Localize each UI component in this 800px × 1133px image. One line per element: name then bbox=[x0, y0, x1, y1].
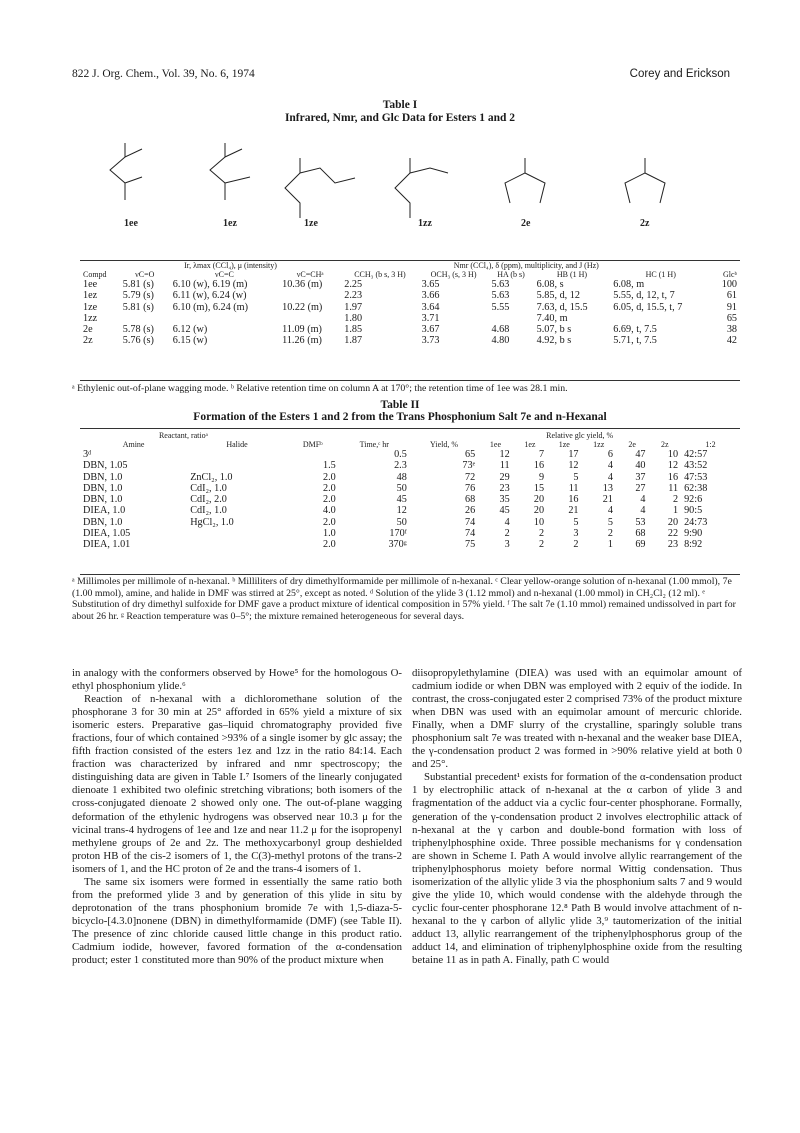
table-row bbox=[80, 505, 740, 516]
table-cell: 20 bbox=[533, 505, 545, 517]
table-cell: DBN, 1.0 bbox=[83, 471, 123, 483]
table-cell: 90:5 bbox=[684, 505, 703, 517]
table-cell: 5.55 bbox=[491, 301, 510, 313]
table-cell: DBN, 1.0 bbox=[83, 516, 123, 528]
ir-group-header: Ir, λmax (CCl₄), μ (intensity) bbox=[184, 261, 277, 270]
nmr-group-header: Nmr (CCl₄), δ (ppm), multiplicity, and J (Hz) bbox=[453, 261, 599, 270]
table-cell: 11.09 (m) bbox=[282, 324, 322, 336]
table-cell bbox=[170, 313, 279, 324]
table-cell: 6.05, d, 15.5, t, 7 bbox=[613, 301, 683, 313]
table-cell: 73ᵉ bbox=[462, 460, 476, 472]
table-cell: 4 bbox=[504, 516, 510, 528]
table-cell: 11 bbox=[499, 460, 510, 472]
table-cell bbox=[187, 460, 287, 471]
table-cell: 9 bbox=[538, 471, 545, 483]
reactant-group-header: Reactant, ratioᵃ bbox=[158, 431, 208, 440]
table-cell: ZnCl₂, 1.0 bbox=[190, 471, 233, 483]
table-cell: 4.0 bbox=[323, 505, 336, 517]
table-cell: 76 bbox=[465, 482, 476, 494]
caption-1ez: 1ez bbox=[223, 218, 237, 229]
table-cell: 65 bbox=[726, 312, 737, 324]
table-cell: 26 bbox=[465, 505, 476, 517]
col-cch3: CCH₃ (b s, 3 H) bbox=[354, 270, 406, 279]
table-cell: 11.26 (m) bbox=[282, 335, 322, 347]
table-row bbox=[80, 483, 740, 494]
table-cell bbox=[279, 290, 341, 301]
table2-subtitle: Formation of the Esters 1 and 2 from the Trans Phosphonium Salt 7e and n-Hexanal bbox=[193, 411, 607, 423]
table-cell: 4 bbox=[640, 494, 646, 506]
caption-1ee: 1ee bbox=[124, 218, 138, 229]
table-row bbox=[80, 313, 740, 324]
caption-2z: 2z bbox=[640, 218, 650, 229]
table-cell: 2.0 bbox=[323, 494, 336, 506]
table-cell: 3ᵈ bbox=[83, 449, 92, 460]
table-cell: 23 bbox=[667, 539, 679, 551]
table-cell: 92:6 bbox=[684, 494, 703, 506]
structure-diagrams bbox=[80, 125, 740, 250]
table-cell bbox=[287, 449, 339, 460]
table-cell: 0.5 bbox=[394, 449, 407, 460]
table-cell: 12 bbox=[396, 505, 407, 517]
table-row bbox=[80, 460, 740, 471]
table-cell: 5.85, d, 12 bbox=[536, 290, 580, 302]
table-cell: HgCl₂, 1.0 bbox=[190, 516, 234, 528]
table-cell: 5.71, t, 7.5 bbox=[613, 335, 657, 347]
table-cell: DIEA, 1.05 bbox=[83, 528, 131, 540]
table-cell: 37 bbox=[635, 471, 646, 483]
table-cell: 29 bbox=[499, 471, 510, 483]
table-cell bbox=[187, 539, 287, 550]
table-cell bbox=[488, 313, 533, 324]
table-cell: 50 bbox=[396, 516, 407, 528]
table-cell: 1.85 bbox=[344, 324, 363, 336]
table-cell: 4 bbox=[607, 505, 613, 517]
paragraph: Substantial precedent¹ exists for formation of the α-condensation product 1 by electrophilic attack of n-hexanal at the α carbon of ylide 3 and fragmentation of the adduct via a cyclic four-center phosphorane. Formally, generation of the γ-condensation product 2 involves electrophilic attack of n-hexanal at the γ carbon and double-bond formation with loss of triphenylphosphine oxide. Three possible mechanisms for γ condensation are shown in Scheme I. Path A would involve allylic rearrangement of the triphenylphosphorus moiety before normal Wittig condensation. Thus isomerization of the allylic ylide 3 via the phosphonium salts 7 and 9 would give the ylide 10, which would condense with the aldehyde through the cyclic four-center phosphorane 12.⁸ Path B would involve attachment of n-hexanal to the γ carbon of allylic ylide 3,⁹ tautomerization of the initial adduct 13, allylic rearrangement of the triphenylphosphorus group of the adduct 14, and elimination of triphenylphosphine oxide from the resulting betaine 11 as in path A. Finally, path C would bbox=[412, 771, 742, 967]
table-cell: 6.08, m bbox=[613, 279, 645, 290]
structure-1ez bbox=[210, 143, 250, 200]
table-cell bbox=[610, 313, 711, 324]
table-cell: 4.68 bbox=[491, 324, 510, 336]
table-cell: 4 bbox=[607, 471, 613, 483]
table-cell: 72 bbox=[465, 471, 476, 483]
table-cell: 5.78 (s) bbox=[122, 324, 154, 336]
table-cell: 3.71 bbox=[421, 312, 440, 324]
paragraph: diisopropylethylamine (DIEA) was used with an equimolar amount of cadmium iodide or when DBN was employed with 2 equiv of the iodide. In contrast, the cross-conjugated ester 2 comprised 73% of the product mixture when DBN was used with an equimolar amount of mercuric chloride. Finally, when a DMF slurry of the crystalline, sparingly soluble trans phosphonium salt 7e was treated with n-hexanal and the weaker base DIEA, the γ-condensation product 2 was formed in >90% relative yield at both 0 and 25°. bbox=[412, 667, 742, 771]
col-glc: Glcᵇ bbox=[722, 270, 737, 279]
table-cell: 6.10 (m), 6.24 (m) bbox=[172, 301, 248, 313]
table-cell: 11 bbox=[668, 482, 679, 494]
table-cell: 6.11 (w), 6.24 (w) bbox=[172, 290, 247, 302]
table-cell: 1.97 bbox=[344, 301, 363, 313]
table1-body bbox=[80, 279, 740, 347]
table-cell: 47 bbox=[635, 449, 646, 460]
table-cell: CdI₂, 1.0 bbox=[190, 505, 227, 517]
table-cell: 22 bbox=[667, 528, 679, 540]
table2-bottom-rule bbox=[80, 574, 740, 575]
table-cell: 12 bbox=[499, 449, 510, 460]
table-cell: 40 bbox=[635, 460, 646, 472]
table-cell: 53 bbox=[635, 516, 646, 528]
table-cell: 5.81 (s) bbox=[122, 279, 154, 290]
table-cell: 69 bbox=[635, 539, 646, 551]
table-cell bbox=[120, 313, 170, 324]
table-cell: 45 bbox=[499, 505, 510, 517]
table-cell: 5.55, d, 12, t, 7 bbox=[613, 290, 675, 302]
col-amine: Amine bbox=[122, 440, 145, 449]
table-cell: 65 bbox=[465, 449, 476, 460]
table-row bbox=[80, 324, 740, 335]
table-cell: 3.73 bbox=[421, 335, 440, 347]
table-cell: 13 bbox=[602, 482, 613, 494]
body-right-column bbox=[412, 667, 742, 967]
table-cell: 1ze bbox=[83, 301, 98, 313]
table-cell: 7 bbox=[538, 449, 545, 460]
table-cell bbox=[187, 449, 287, 460]
table-cell: 3 bbox=[573, 528, 579, 540]
col-vcc: νC=C bbox=[215, 270, 234, 279]
col-vcch: νC=CHᵃ bbox=[296, 270, 324, 279]
col-dmf: DMFᵇ bbox=[302, 440, 323, 449]
table-cell: 6.08, s bbox=[536, 279, 564, 290]
table-cell: 47:53 bbox=[684, 471, 708, 483]
col-ratio: 1:2 bbox=[705, 440, 716, 449]
structure-2e bbox=[505, 158, 545, 203]
table-cell: 370ᵍ bbox=[388, 539, 407, 551]
table-cell: 1.0 bbox=[323, 528, 336, 540]
table-row bbox=[80, 279, 740, 290]
table-cell: 6.69, t, 7.5 bbox=[613, 324, 657, 336]
table-cell: 10.36 (m) bbox=[282, 279, 323, 290]
table-cell: 3.65 bbox=[421, 279, 440, 290]
table-cell: 38 bbox=[726, 324, 737, 336]
col-time: Time,ᶜ hr bbox=[359, 440, 389, 449]
table-cell: 100 bbox=[721, 279, 737, 290]
paragraph: Reaction of n-hexanal with a dichloromethane solution of the phosphorane 3 for 30 min at 25° afforded in 65% yield a mixture of six isomeric esters. Preparative gas–liquid chromatography provided five fractions, four of which contained >93% of a single isomer by glc assay; the fifth fraction consisted of the esters 1ez and 1zz in the ratio 84:14. Each fraction was characterized by infrared and nmr spectroscopy; the distinguishing data are given in Table I.⁷ Isomers of the linearly conjugated dienoate 1 exhibited two olefinic stretching vibrations; both isomers of the cross-conjugated dienoate 2 showed only one. The out-of-plane wagging deformation of the ethylenic hydrogens was observed near 10.3 μ for the vicinal trans-4 hydrogens of 1ee and 1ze and near 11.2 μ for the isopropenyl methylene groups of 2e and 2z. The methoxycarbonyl group deshielded proton HB of the cis-2 isomers of 1, the C(3)-methyl protons of the trans-2 isomers of 1, and the HC proton of 2e and the trans-4 isomers of 1. bbox=[72, 693, 402, 875]
table-cell: 12 bbox=[667, 460, 679, 472]
table-row bbox=[80, 517, 740, 528]
table-cell: 2z bbox=[83, 335, 93, 347]
col-vco: νC=O bbox=[135, 270, 155, 279]
table-cell: DBN, 1.0 bbox=[83, 482, 123, 494]
table-cell: 91 bbox=[726, 301, 737, 313]
table1-title: Table I bbox=[382, 99, 418, 111]
table-cell: 3.66 bbox=[421, 290, 440, 302]
col-1ee: 1ee bbox=[489, 440, 501, 449]
table-cell: 5.81 (s) bbox=[122, 301, 154, 313]
table-cell: 1ee bbox=[83, 279, 98, 290]
table-cell: 45 bbox=[396, 494, 407, 506]
table-cell: 3 bbox=[504, 539, 510, 551]
table-cell: 6.10 (w), 6.19 (m) bbox=[172, 279, 248, 290]
table-cell: 2 bbox=[573, 539, 579, 551]
col-compd: Compd bbox=[83, 270, 107, 279]
table-cell: 23 bbox=[499, 482, 510, 494]
table-cell: 21 bbox=[568, 505, 579, 517]
table-cell: 24:73 bbox=[684, 516, 708, 528]
body-left-column bbox=[72, 667, 402, 967]
table2-body bbox=[80, 449, 740, 551]
table-cell: 2 bbox=[607, 528, 613, 540]
table-cell: 5 bbox=[573, 471, 579, 483]
table-cell: 20 bbox=[667, 516, 679, 528]
table-cell: 21 bbox=[602, 494, 613, 506]
table-cell: 2 bbox=[538, 528, 545, 540]
table-cell: 2.25 bbox=[344, 279, 363, 290]
table-cell: 12 bbox=[568, 460, 579, 472]
table-cell: 9:90 bbox=[684, 528, 703, 540]
table-cell: 4 bbox=[607, 460, 613, 472]
caption-1ze: 1ze bbox=[304, 218, 318, 229]
table-cell: 10 bbox=[533, 516, 545, 528]
table-row bbox=[80, 539, 740, 550]
table-cell: 48 bbox=[396, 471, 407, 483]
table-cell: DIEA, 1.01 bbox=[83, 539, 131, 551]
col-halide: Halide bbox=[226, 440, 248, 449]
col-2z: 2z bbox=[661, 440, 669, 449]
table-cell: 10 bbox=[667, 449, 679, 460]
table-row bbox=[80, 290, 740, 301]
table-cell: 2.0 bbox=[323, 471, 336, 483]
table-cell: 1.80 bbox=[344, 312, 363, 324]
table-cell: 1 bbox=[607, 539, 613, 551]
table-cell: 5 bbox=[607, 516, 613, 528]
table-cell: 2 bbox=[504, 528, 510, 540]
table-cell: 42 bbox=[726, 335, 737, 347]
table-cell: 10.22 (m) bbox=[282, 301, 323, 313]
col-1ze: 1ze bbox=[558, 440, 570, 449]
table-cell: 17 bbox=[568, 449, 579, 460]
caption-2e: 2e bbox=[521, 218, 531, 229]
table-cell: DBN, 1.0 bbox=[83, 494, 123, 506]
table-row bbox=[80, 449, 740, 460]
table-cell: 2.0 bbox=[323, 539, 336, 551]
table2-title: Table II bbox=[380, 399, 420, 411]
table-cell: 1 bbox=[672, 505, 679, 517]
table-cell: 16 bbox=[667, 471, 679, 483]
table-cell: 4.92, b s bbox=[536, 335, 572, 347]
table1-bottom-rule bbox=[80, 380, 740, 381]
structure-2z bbox=[625, 158, 665, 203]
structure-drawing bbox=[80, 125, 740, 250]
col-2e: 2e bbox=[628, 440, 636, 449]
table-cell: 1.5 bbox=[323, 460, 336, 472]
table-cell bbox=[279, 313, 341, 324]
table2-top-rule bbox=[80, 428, 740, 429]
col-ha: HA (b s) bbox=[497, 270, 525, 279]
col-hb: HB (1 H) bbox=[556, 270, 588, 279]
table-cell: 7.40, m bbox=[536, 312, 568, 324]
table-cell: 50 bbox=[396, 482, 407, 494]
table-cell: 27 bbox=[635, 482, 646, 494]
table2-footnote: ᵃ Millimoles per millimole of n-hexanal. ᵇ Milliliters of dry dimethylformamide per millimole of n-hexanal. ᶜ Clear yellow-orange solution of n-hexanal (1.00 mmol), 7e (1.00 mmol), amine, and halide in DMF was stirred at 25°, except as noted. ᵈ Solution of the ylide 3 (1.12 mmol) and n-hexanal (1.00 mmol) in CH₂Cl₂ (12 ml). ᵉ Substitution of dry dimethyl sulfoxide for DMF gave a product mixture of identical composition in 57% yield. ᶠ The salt 7e (1.10 mmol) remained undissolved in part for about 26 hr. ᵍ Reaction temperature was 0–5°; the mixture remained heterogeneous for several days. bbox=[72, 576, 736, 622]
author-header: Corey and Erickson bbox=[629, 68, 730, 80]
table-row bbox=[80, 335, 740, 346]
journal-citation: 822 J. Org. Chem., Vol. 39, No. 6, 1974 bbox=[72, 68, 255, 80]
paragraph: in analogy with the conformers observed by Howe⁵ for the homologous O-ethyl phosphonium ylide.⁶ bbox=[72, 667, 402, 693]
table-row bbox=[80, 472, 740, 483]
col-hc: HC (1 H) bbox=[645, 270, 676, 279]
table-cell: 43:52 bbox=[684, 460, 708, 472]
col-1zz: 1zz bbox=[593, 440, 605, 449]
table-cell: 35 bbox=[499, 494, 510, 506]
table-cell: 5.79 (s) bbox=[122, 290, 154, 302]
table-cell: 6.15 (w) bbox=[172, 335, 208, 347]
table-cell: 6 bbox=[607, 449, 613, 460]
table-cell: 3.64 bbox=[421, 301, 440, 313]
col-yield: Yield, % bbox=[430, 440, 459, 449]
table2 bbox=[80, 431, 740, 551]
table1-subtitle: Infrared, Nmr, and Glc Data for Esters 1 and 2 bbox=[284, 112, 516, 124]
table-cell: 15 bbox=[533, 482, 545, 494]
table-cell: 11 bbox=[568, 482, 579, 494]
table-cell bbox=[187, 528, 287, 539]
table-cell: 4.80 bbox=[491, 335, 510, 347]
structure-1ze bbox=[285, 158, 355, 218]
table-cell: CdI₂, 2.0 bbox=[190, 494, 227, 506]
table-cell: 2.23 bbox=[344, 290, 363, 302]
table-cell: 61 bbox=[726, 290, 737, 302]
table-cell: 7.63, d, 15.5 bbox=[536, 301, 588, 313]
paragraph: The same six isomers were formed in essentially the same ratio both from the preformed ylide 3 and by generation of this ylide in situ by deprotonation of the trans phosphonium bromide 7e with 1,5-diaza-5-bicyclo-[4.3.0]nonene (DBN) in dimethylformamide (DMF) (see Table II). The presence of zinc chloride caused little change in this product ratio. Cadmium iodide, however, favored formation of the α-condensation product; ester 1 constituted more than 90% of the product mixture when bbox=[72, 875, 402, 967]
structure-1zz bbox=[395, 158, 448, 218]
table-cell: 1zz bbox=[83, 312, 98, 324]
table1-footnote: ᵃ Ethylenic out-of-plane wagging mode. ᵇ Relative retention time on column A at 170°; the retention time of 1ee was 28.1 min. bbox=[72, 383, 568, 394]
table-cell: 42:57 bbox=[684, 449, 708, 460]
structure-captions bbox=[124, 218, 650, 229]
table-cell: DIEA, 1.0 bbox=[83, 505, 126, 517]
table-cell: 2e bbox=[83, 324, 93, 336]
table-cell: 62:38 bbox=[684, 482, 708, 494]
table-cell: 170ᶠ bbox=[389, 528, 407, 540]
table-cell: 5.76 (s) bbox=[122, 335, 154, 347]
col-och3: OCH₃ (s, 3 H) bbox=[430, 270, 477, 279]
table-cell: 5 bbox=[573, 516, 579, 528]
table-row bbox=[80, 302, 740, 313]
table-row bbox=[80, 494, 740, 505]
table-cell: 5.63 bbox=[491, 279, 510, 290]
col-1ez: 1ez bbox=[524, 440, 536, 449]
glc-group-header: Relative glc yield, % bbox=[546, 431, 614, 440]
table-cell: 2.3 bbox=[394, 460, 407, 472]
table-cell: 6.12 (w) bbox=[172, 324, 208, 336]
table-cell: 68 bbox=[635, 528, 646, 540]
table-cell: 16 bbox=[568, 494, 579, 506]
table-cell: 75 bbox=[465, 539, 476, 551]
caption-1zz: 1zz bbox=[418, 218, 432, 229]
table-cell: 2.0 bbox=[323, 482, 336, 494]
structure-1ee bbox=[110, 143, 142, 200]
table1 bbox=[80, 261, 740, 347]
table-cell: 2 bbox=[538, 539, 545, 551]
table-cell: 2 bbox=[672, 494, 679, 506]
table-cell: 1.87 bbox=[344, 335, 363, 347]
table-cell: 74 bbox=[465, 516, 476, 528]
table-cell: 68 bbox=[465, 494, 476, 506]
table-cell: 5.63 bbox=[491, 290, 510, 302]
table-cell: 4 bbox=[640, 505, 646, 517]
table-cell: 74 bbox=[465, 528, 476, 540]
table-cell: 2.0 bbox=[323, 516, 336, 528]
table-cell: 20 bbox=[533, 494, 545, 506]
table-row bbox=[80, 528, 740, 539]
table-cell: 8:92 bbox=[684, 539, 703, 551]
table-cell: 3.67 bbox=[421, 324, 440, 336]
table-cell: 1ez bbox=[83, 290, 98, 302]
table-cell: 16 bbox=[533, 460, 545, 472]
table-cell: DBN, 1.05 bbox=[83, 460, 128, 472]
table-cell: CdI₂, 1.0 bbox=[190, 482, 227, 494]
table-cell: 5.07, b s bbox=[536, 324, 572, 336]
